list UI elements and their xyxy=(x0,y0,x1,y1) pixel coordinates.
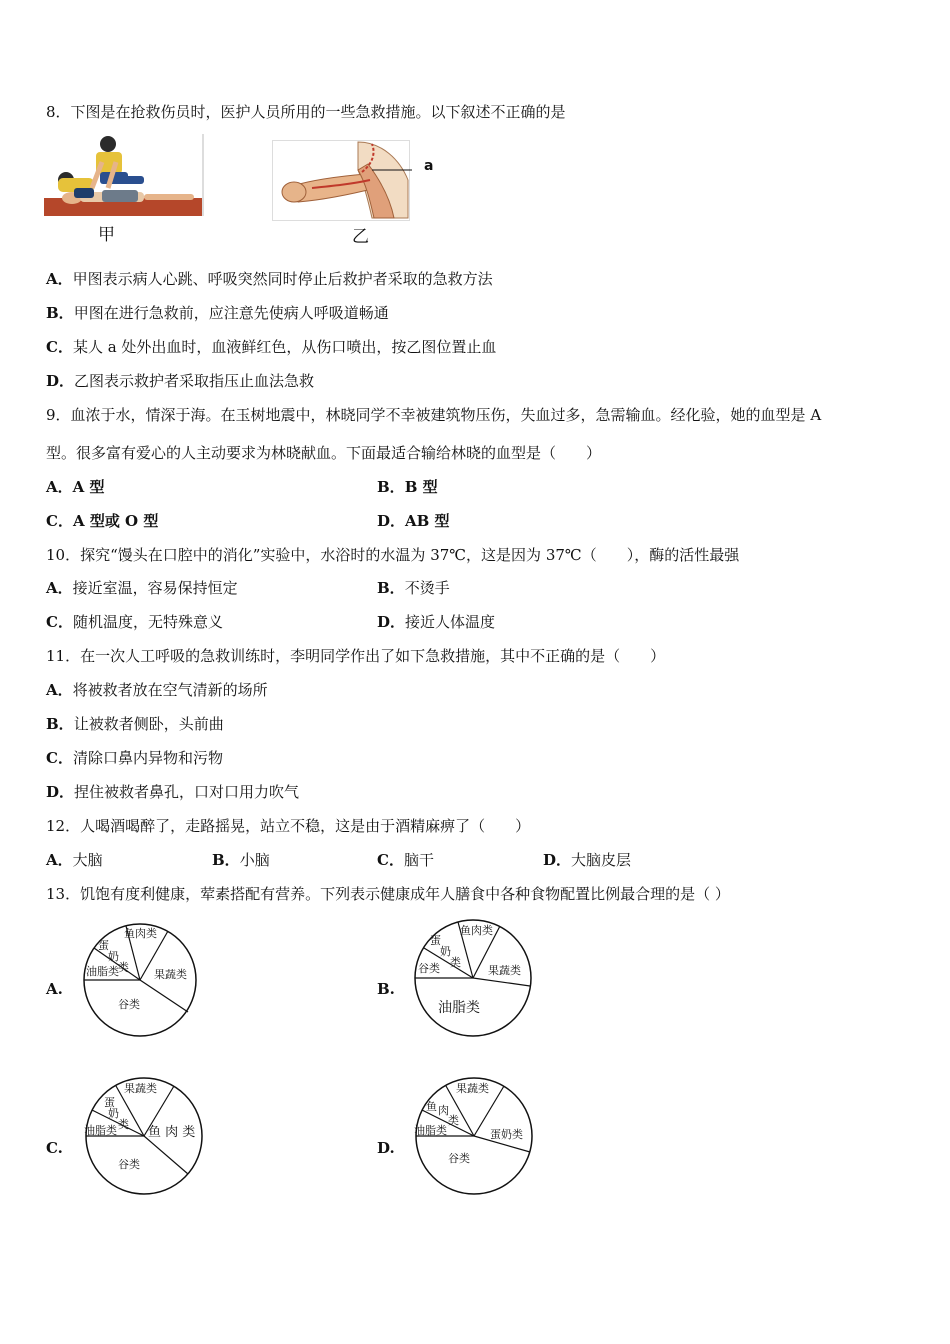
pie-d-label-guoshu: 果蔬类 xyxy=(456,1082,489,1095)
label-a: a xyxy=(424,158,434,174)
pie-a-label-guoshu: 果蔬类 xyxy=(154,968,187,981)
q13-choice-d-label: D. xyxy=(377,1139,395,1157)
pie-d-label-yu: 鱼 xyxy=(426,1100,437,1113)
pie-b-label-gu: 谷类 xyxy=(418,962,440,975)
q13-choice-c-label: C. xyxy=(46,1139,63,1157)
pie-d-label-dannai: 蛋奶类 xyxy=(490,1128,523,1141)
pie-chart-d xyxy=(408,1076,540,1200)
q12-option-d: D．大脑皮层 xyxy=(543,851,632,869)
pie-chart-a xyxy=(78,922,202,1040)
pie-d-label-youzhi: 油脂类 xyxy=(414,1124,447,1137)
q9-option-d: D．AB 型 xyxy=(377,512,450,530)
q13-choice-b-label: B. xyxy=(377,980,395,998)
pie-b-label-nai: 奶 xyxy=(440,945,451,958)
q10-option-d: D．接近人体温度 xyxy=(377,613,496,631)
pie-c-label-dan: 蛋 xyxy=(104,1096,115,1109)
q12-stem: 12．人喝酒喝醉了，走路摇晃，站立不稳，这是由于酒精麻痹了（ ） xyxy=(46,817,531,835)
pie-a-label-dan: 蛋 xyxy=(98,939,109,952)
q8-option-b: B．甲图在进行急救前，应注意先使病人呼吸道畅通 xyxy=(46,304,389,322)
pie-b-label-dan: 蛋 xyxy=(430,934,441,947)
pie-d-label-gu: 谷类 xyxy=(448,1152,470,1165)
q9-option-a: A．A 型 xyxy=(46,478,105,496)
q8-option-d: D．乙图表示救护者采取指压止血法急救 xyxy=(46,372,315,390)
pie-d-label-lei: 类 xyxy=(448,1114,459,1127)
pie-a-label-yurou: 鱼肉类 xyxy=(124,927,157,940)
q10-option-c: C．随机温度，无特殊意义 xyxy=(46,613,223,631)
pie-a-label-lei: 类 xyxy=(118,961,129,974)
q9-option-c: C．A 型或 O 型 xyxy=(46,512,159,530)
pie-c-label-nai: 奶 xyxy=(108,1107,119,1120)
q12-option-c: C．脑干 xyxy=(377,851,434,869)
q11-option-c: C．清除口鼻内异物和污物 xyxy=(46,749,223,767)
pie-a-label-gu: 谷类 xyxy=(118,998,140,1011)
pie-b-label-yurou: 鱼肉类 xyxy=(460,924,493,937)
pie-c-label-guoshu: 果蔬类 xyxy=(124,1082,157,1095)
pie-b-label-guoshu: 果蔬类 xyxy=(488,964,521,977)
q8-option-c: C．某人 a 处外出血时，血液鲜红色，从伤口喷出，按乙图位置止血 xyxy=(46,338,497,356)
q10-stem: 10．探究“馒头在口腔中的消化”实验中，水浴时的水温为 37℃，这是因为 37℃（ ），酶的活性最强 xyxy=(46,546,740,564)
q11-option-a: A．将被救者放在空气清新的场所 xyxy=(46,681,268,699)
pie-chart-c xyxy=(78,1076,210,1200)
arm-pressure-illustration xyxy=(272,140,440,222)
q12-option-a: A．大脑 xyxy=(46,851,103,869)
pie-c-label-gu: 谷类 xyxy=(118,1158,140,1171)
q9-stem-line1: 9．血浓于水，情深于海。在玉树地震中，林晓同学不幸被建筑物压伤，失血过多，急需输血。经化验，她的血型是 A xyxy=(46,406,822,424)
q10-option-b: B．不烫手 xyxy=(377,579,450,597)
pie-c-label-yurou: 鱼 肉 类 xyxy=(148,1125,196,1140)
q8-stem: 8．下图是在抢救伤员时，医护人员所用的一些急救措施。以下叙述不正确的是 xyxy=(46,103,566,121)
q13-stem: 13．饥饱有度利健康，荤素搭配有营养。下列表示健康成年人膳食中各种食物配置比例最合理的是（ ） xyxy=(46,885,730,903)
pie-chart-b xyxy=(408,918,538,1040)
cpr-illustration xyxy=(44,132,206,220)
pie-b-label-lei: 类 xyxy=(450,956,461,969)
q9-stem-line2: 型。很多富有爱心的人主动要求为林晓献血。下面最适合输给林晓的血型是（ ） xyxy=(46,444,602,462)
pie-c-label-youzhi: 油脂类 xyxy=(84,1124,117,1137)
q9-option-b: B．B 型 xyxy=(377,478,438,496)
q12-option-b: B．小脑 xyxy=(212,851,270,869)
caption-jia: 甲 xyxy=(98,225,115,245)
q8-option-a: A．甲图表示病人心跳、呼吸突然同时停止后救护者采取的急救方法 xyxy=(46,270,493,288)
q11-option-b: B．让被救者侧卧，头前曲 xyxy=(46,715,224,733)
pie-c-label-lei: 类 xyxy=(118,1118,129,1131)
pie-d-label-rou: 肉 xyxy=(438,1104,449,1117)
q13-choice-a-label: A. xyxy=(46,980,63,998)
caption-yi: 乙 xyxy=(352,227,369,247)
pie-a-label-youzhi: 油脂类 xyxy=(86,965,119,978)
q11-option-d: D．捏住被救者鼻孔，口对口用力吹气 xyxy=(46,783,300,801)
q11-stem: 11．在一次人工呼吸的急救训练时，李明同学作出了如下急救措施，其中不正确的是（ ） xyxy=(46,647,666,665)
pie-a-label-nai: 奶 xyxy=(108,950,119,963)
pie-b-label-youzhi: 油脂类 xyxy=(438,1000,480,1016)
q10-option-a: A．接近室温，容易保持恒定 xyxy=(46,579,238,597)
